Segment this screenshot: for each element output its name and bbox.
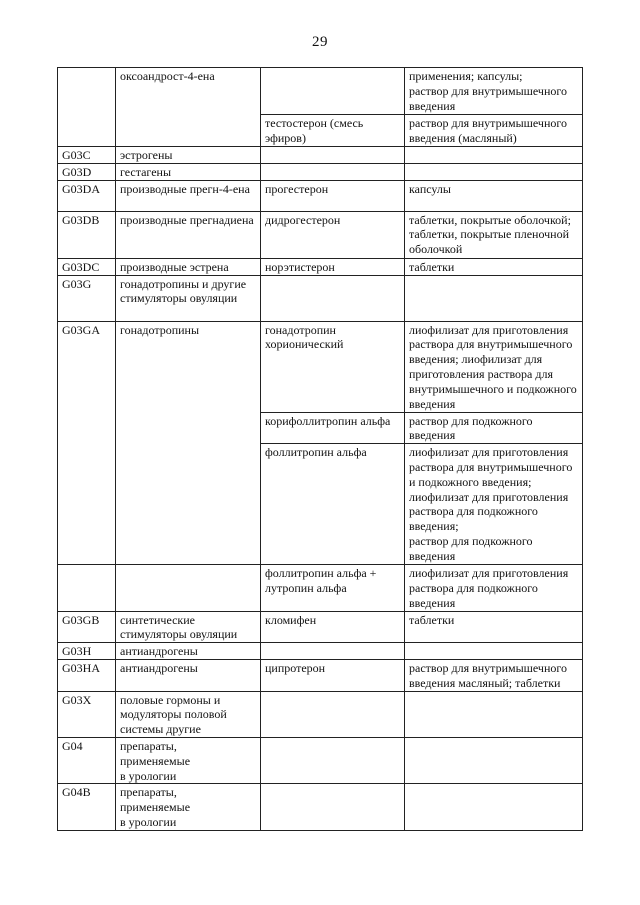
drug-group-cell: антиандрогены	[116, 643, 261, 660]
dosage-form-cell	[405, 163, 583, 180]
table-row	[58, 412, 583, 444]
dosage-form-cell: раствор для внутримышечного введения масляный; таблетки	[405, 659, 583, 691]
dosage-form-cell	[405, 784, 583, 830]
drug-name-cell: фоллитропин альфа	[261, 444, 405, 565]
drug-group-cell: производные прегнадиена	[116, 211, 261, 258]
drug-name-cell	[261, 643, 405, 660]
dosage-form-cell: лиофилизат для приготовления раствора для внутримышечного введения; лиофилизат для приготовления раствора для внутримышечного и подкожного введения	[405, 321, 583, 412]
drug-name-cell: кломифен	[261, 611, 405, 643]
atc-code-cell	[58, 444, 116, 565]
atc-code-cell: G03D	[58, 163, 116, 180]
dosage-form-cell: таблетки	[405, 611, 583, 643]
drug-group-cell: эстрогены	[116, 146, 261, 163]
drug-group-cell: гестагены	[116, 163, 261, 180]
page-number: 29	[312, 34, 328, 50]
drug-name-cell: фоллитропин альфа + лутропин альфа	[261, 565, 405, 611]
drug-group-cell: оксоандрост-4-ена	[116, 68, 261, 115]
drug-name-cell	[261, 163, 405, 180]
atc-code-cell: G03GA	[58, 321, 116, 412]
dosage-form-cell	[405, 737, 583, 783]
atc-code-cell: G03X	[58, 691, 116, 737]
dosage-form-cell	[405, 146, 583, 163]
atc-code-cell: G03DA	[58, 180, 116, 211]
dosage-form-cell: лиофилизат для приготовления раствора для внутримышечного и подкожного введения; лиофилизат для приготовления раствора для подкожного введения; раствор для подкожного введения	[405, 444, 583, 565]
drug-group-cell: антиандрогены	[116, 659, 261, 691]
dosage-form-cell: таблетки	[405, 258, 583, 275]
table-row	[58, 444, 583, 565]
drug-name-cell: ципротерон	[261, 659, 405, 691]
drug-name-cell: дидрогестерон	[261, 211, 405, 258]
drug-group-cell: гонадотропины и другие стимуляторы овуляции	[116, 275, 261, 321]
drug-name-cell: прогестерон	[261, 180, 405, 211]
table-row	[58, 784, 583, 830]
table-row	[58, 275, 583, 321]
table-row	[58, 691, 583, 737]
table-row	[58, 321, 583, 412]
atc-code-cell	[58, 565, 116, 611]
atc-code-cell: G04B	[58, 784, 116, 830]
dosage-form-cell: таблетки, покрытые оболочкой; таблетки, покрытые пленочной оболочкой	[405, 211, 583, 258]
dosage-form-cell: лиофилизат для приготовления раствора для подкожного введения	[405, 565, 583, 611]
drug-group-cell	[116, 444, 261, 565]
table-row	[58, 68, 583, 115]
table-row	[58, 211, 583, 258]
atc-code-cell: G03G	[58, 275, 116, 321]
drug-group-cell: половые гормоны и модуляторы половой системы другие	[116, 691, 261, 737]
table-row	[58, 611, 583, 643]
drug-group-cell: синтетические стимуляторы овуляции	[116, 611, 261, 643]
drug-name-cell	[261, 737, 405, 783]
dosage-form-cell: раствор для подкожного введения	[405, 412, 583, 444]
dosage-form-cell: капсулы	[405, 180, 583, 211]
table-row	[58, 565, 583, 611]
drug-name-cell: гонадотропин хорионический	[261, 321, 405, 412]
dosage-form-cell: раствор для внутримышечного введения (масляный)	[405, 115, 583, 147]
table-row	[58, 115, 583, 147]
atc-code-cell	[58, 68, 116, 115]
table-row	[58, 258, 583, 275]
table-row	[58, 659, 583, 691]
atc-code-cell: G04	[58, 737, 116, 783]
atc-code-cell: G03DB	[58, 211, 116, 258]
table-row	[58, 180, 583, 211]
drug-name-cell	[261, 275, 405, 321]
table-row	[58, 146, 583, 163]
atc-code-cell: G03DC	[58, 258, 116, 275]
atc-drug-table	[57, 67, 583, 831]
table-row	[58, 163, 583, 180]
drug-group-cell: препараты, применяемые в урологии	[116, 737, 261, 783]
drug-name-cell: корифоллитропин альфа	[261, 412, 405, 444]
atc-code-cell	[58, 412, 116, 444]
dosage-form-cell	[405, 275, 583, 321]
drug-group-cell: производные эстрена	[116, 258, 261, 275]
drug-name-cell	[261, 146, 405, 163]
drug-group-cell: производные прегн-4-ена	[116, 180, 261, 211]
drug-group-cell	[116, 115, 261, 147]
drug-group-cell	[116, 565, 261, 611]
dosage-form-cell	[405, 691, 583, 737]
drug-name-cell	[261, 691, 405, 737]
drug-name-cell: тестостерон (смесь эфиров)	[261, 115, 405, 147]
atc-code-cell	[58, 115, 116, 147]
table-row	[58, 737, 583, 783]
drug-name-cell	[261, 784, 405, 830]
dosage-form-cell	[405, 643, 583, 660]
drug-name-cell: норэтистерон	[261, 258, 405, 275]
atc-code-cell: G03C	[58, 146, 116, 163]
table-row	[58, 643, 583, 660]
drug-group-cell	[116, 412, 261, 444]
drug-name-cell	[261, 68, 405, 115]
atc-code-cell: G03H	[58, 643, 116, 660]
dosage-form-cell: применения; капсулы; раствор для внутримышечного введения	[405, 68, 583, 115]
atc-code-cell: G03HA	[58, 659, 116, 691]
atc-code-cell: G03GB	[58, 611, 116, 643]
drug-group-cell: препараты, применяемые в урологии	[116, 784, 261, 830]
drug-group-cell: гонадотропины	[116, 321, 261, 412]
